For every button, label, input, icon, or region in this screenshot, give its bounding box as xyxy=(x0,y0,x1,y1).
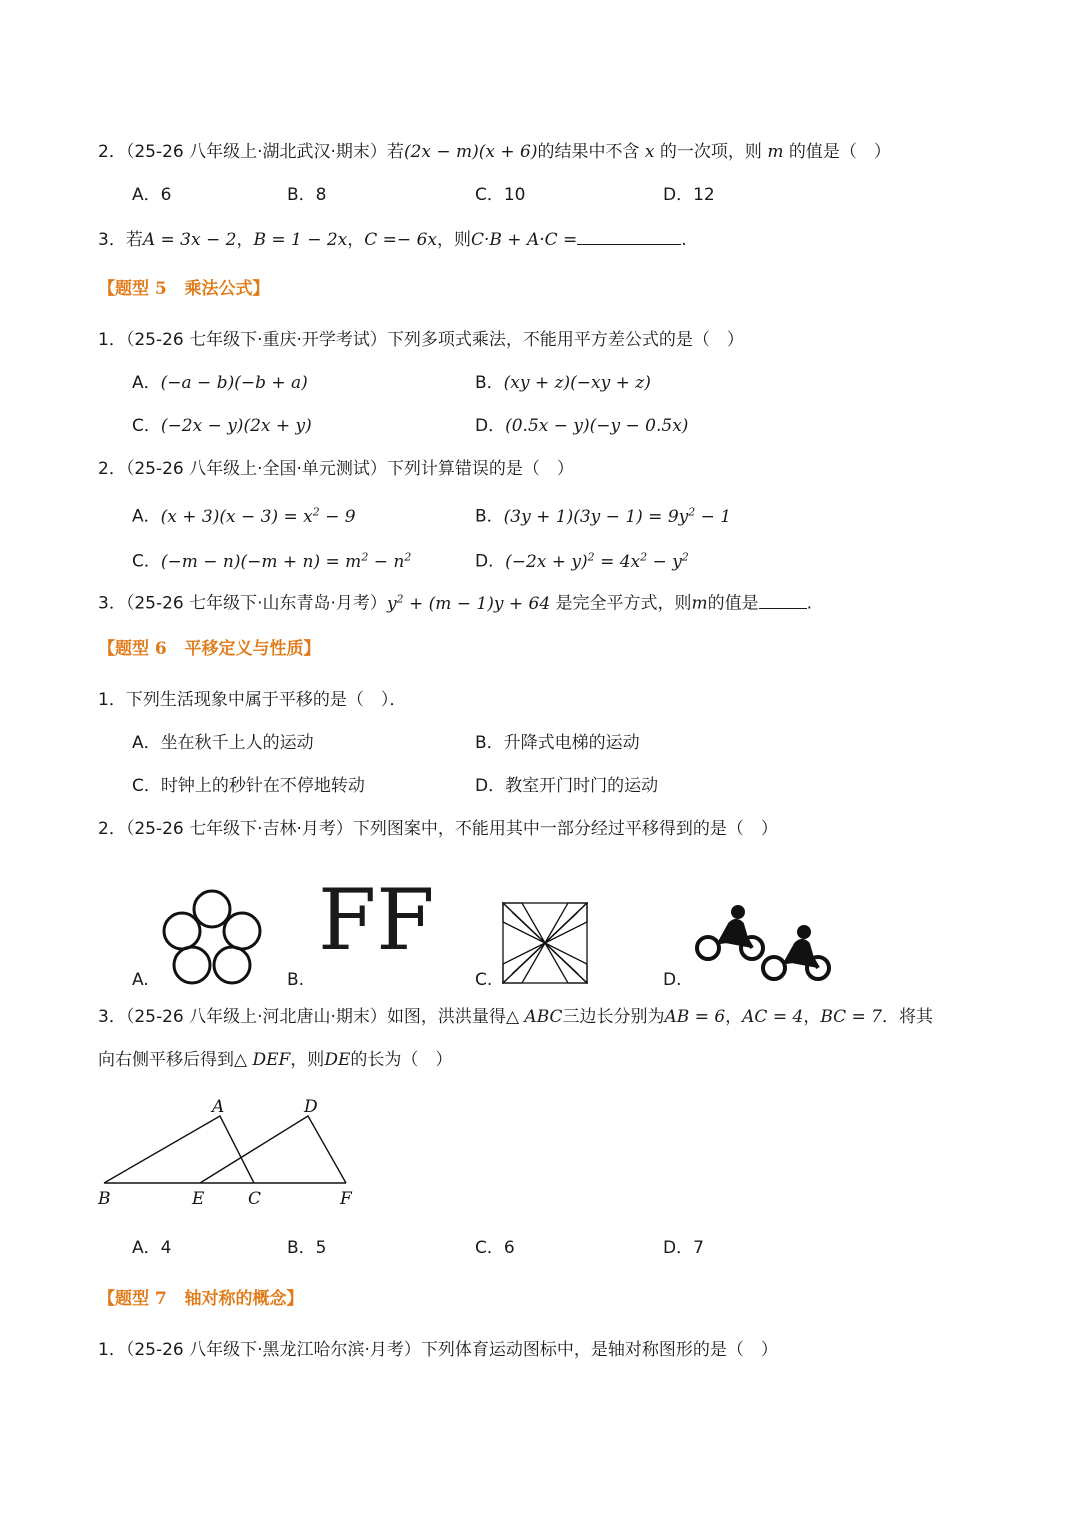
option-label: B． xyxy=(475,373,504,393)
math-part: (3y + 1)(3y − 1) = 9y xyxy=(503,506,689,527)
option-a xyxy=(132,500,356,529)
question-text: ．将其 xyxy=(882,1007,933,1027)
circle xyxy=(194,891,230,927)
s6-question-3 xyxy=(98,1005,933,1029)
math-var: DE xyxy=(324,1050,351,1070)
question-source: （25-26 七年级下·山东青岛·月考） xyxy=(125,593,387,614)
math-expression: AB = 6 xyxy=(664,1007,726,1027)
figure-pinwheel xyxy=(502,902,588,984)
option-b xyxy=(475,371,651,395)
option-b: B．5 xyxy=(287,1238,327,1258)
punctuation: . xyxy=(806,593,813,614)
option-a: A．4 xyxy=(132,1238,172,1258)
question-text: ，则 xyxy=(436,230,471,250)
question-text: 向右侧平移后得到 xyxy=(98,1050,234,1070)
question-number: 3． xyxy=(98,1007,126,1027)
point-label-f: F xyxy=(340,1189,352,1209)
figure-label-b: B. xyxy=(287,970,305,990)
question-text: 下列计算错误的是（ ） xyxy=(386,459,574,479)
question-number: 1． xyxy=(98,690,126,710)
question-number: 2． xyxy=(98,459,126,479)
math-exponent: 2 xyxy=(312,505,320,518)
question-source: （25-26 七年级下·重庆·开学考试） xyxy=(125,330,387,350)
question-3-top xyxy=(98,226,687,252)
math-exponent: 2 xyxy=(688,505,696,518)
question-text: 的值是 xyxy=(707,593,759,614)
section-prefix: 【题型 xyxy=(98,279,149,299)
question-text: 是完全平方式，则 xyxy=(555,593,692,614)
section-heading-7 xyxy=(98,1287,304,1311)
figure-label-d: D. xyxy=(663,970,682,990)
question-text: 下列图案中，不能用其中一部分经过平移得到的是（ ） xyxy=(352,819,778,839)
option-label: C． xyxy=(132,551,161,572)
stroke xyxy=(512,912,545,943)
question-text: 的值是（ ） xyxy=(788,142,891,162)
math-part: (−2x + y) xyxy=(505,551,588,572)
option-d xyxy=(475,414,688,438)
question-text: 下列体育运动图标中，是轴对称图形的是（ ） xyxy=(420,1340,778,1360)
math-expression: (xy + z)(−xy + z) xyxy=(503,373,651,393)
math-expression: AC = 4 xyxy=(742,1007,804,1027)
stroke xyxy=(545,943,578,974)
option-d: D．教室开门时门的运动 xyxy=(475,776,659,796)
option-c: C．时钟上的秒针在不停地转动 xyxy=(132,776,365,796)
circle xyxy=(214,947,250,983)
math-expression: △ ABC xyxy=(505,1007,563,1027)
section-prefix: 【题型 xyxy=(98,1289,149,1309)
math-var: m xyxy=(767,142,784,162)
answer-blank[interactable] xyxy=(577,226,681,245)
option-b xyxy=(475,500,731,529)
option-label: D． xyxy=(475,416,506,436)
question-text: ，则 xyxy=(290,1050,325,1070)
question-number: 1． xyxy=(98,330,126,350)
math-var: x xyxy=(644,142,655,162)
question-number: 3． xyxy=(98,230,126,250)
option-c: C．10 xyxy=(475,185,526,205)
figure-triangles xyxy=(92,1094,364,1214)
option-d: D．12 xyxy=(663,185,715,205)
figure-label-a: A. xyxy=(132,970,149,990)
cyclist-icon xyxy=(763,925,829,979)
answer-blank[interactable] xyxy=(759,590,807,609)
question-text: 下列多项式乘法，不能用平方差公式的是（ ） xyxy=(386,330,744,350)
math-part: − 1 xyxy=(695,506,732,527)
math-expression xyxy=(161,507,356,527)
math-exponent: 2 xyxy=(396,592,404,605)
figure-ff: FF xyxy=(318,871,435,969)
math-exponent: 2 xyxy=(361,550,369,563)
s5-question-1 xyxy=(98,328,744,352)
math-expression: BC = 7 xyxy=(820,1007,882,1027)
option-a xyxy=(132,371,308,395)
s7-question-1 xyxy=(98,1338,778,1362)
point-label-a: A xyxy=(212,1097,225,1117)
question-text: 若 xyxy=(386,142,404,162)
circle xyxy=(174,947,210,983)
s6-question-1 xyxy=(98,688,406,712)
section-number: 5 xyxy=(154,279,167,299)
option-a: A．6 xyxy=(132,185,172,205)
math-part: − n xyxy=(368,551,405,572)
s5-question-3 xyxy=(98,587,812,616)
math-part: − 9 xyxy=(319,506,356,527)
point-label-e: E xyxy=(192,1189,205,1209)
option-label: A． xyxy=(132,506,161,527)
math-exponent: 2 xyxy=(640,550,648,563)
triangle-abc xyxy=(104,1116,254,1183)
section-number: 7 xyxy=(154,1289,167,1309)
math-expression: C·B + A·C = xyxy=(470,230,578,250)
math-expression: (−a − b)(−b + a) xyxy=(160,373,308,393)
punctuation: ， xyxy=(803,1007,821,1027)
question-number: 2． xyxy=(98,819,126,839)
question-text: 三边长分别为 xyxy=(562,1007,665,1027)
math-part: − y xyxy=(647,551,682,572)
question-text: 下列生活现象中属于平移的是（ ）． xyxy=(125,690,407,710)
math-part: + (m − 1)y + 64 xyxy=(403,593,551,614)
point-label-d: D xyxy=(304,1097,318,1117)
option-b: B．升降式电梯的运动 xyxy=(475,733,640,753)
question-text: 如图，洪洪量得 xyxy=(386,1007,506,1027)
question-source: （25-26 七年级下·吉林·月考） xyxy=(125,819,353,839)
question-number: 3． xyxy=(98,593,126,614)
question-2-top xyxy=(98,140,891,164)
question-number: 2． xyxy=(98,142,126,162)
question-text: 的长为（ ） xyxy=(350,1050,453,1070)
math-expression xyxy=(505,552,689,572)
question-text: 的一次项，则 xyxy=(659,142,762,162)
punctuation: ， xyxy=(725,1007,743,1027)
cyclist-icon xyxy=(697,905,763,959)
figure-cyclists xyxy=(690,902,832,984)
s5-question-2 xyxy=(98,457,574,481)
option-c xyxy=(132,414,312,438)
question-source: （25-26 八年级下·黑龙江哈尔滨·月考） xyxy=(125,1340,421,1360)
math-expression: (2x − m)(x + 6) xyxy=(403,142,538,162)
section-title: 乘法公式】 xyxy=(184,279,270,299)
option-d xyxy=(475,545,689,574)
option-label: C． xyxy=(132,416,161,436)
section-number: 6 xyxy=(154,639,167,659)
math-expression: B = 1 − 2x xyxy=(253,230,348,250)
math-part: = 4x xyxy=(594,551,641,572)
question-source: （25-26 八年级上·湖北武汉·期末） xyxy=(125,142,387,162)
question-text: 的结果中不含 xyxy=(537,142,640,162)
option-c: C．6 xyxy=(475,1238,515,1258)
point-label-b: B xyxy=(98,1189,111,1209)
math-expression xyxy=(387,594,550,614)
math-expression: C =− 6x xyxy=(364,230,437,250)
question-source: （25-26 八年级上·河北唐山·期末） xyxy=(125,1007,387,1027)
option-d: D．7 xyxy=(663,1238,704,1258)
option-c xyxy=(132,545,411,574)
punctuation: . xyxy=(681,230,687,250)
punctuation: ， xyxy=(347,230,365,250)
option-label: A． xyxy=(132,373,161,393)
question-text: 若 xyxy=(125,230,143,250)
option-label: D． xyxy=(475,551,506,572)
math-var: m xyxy=(691,593,708,614)
section-prefix: 【题型 xyxy=(98,639,149,659)
section-title: 平移定义与性质】 xyxy=(184,639,321,659)
math-expression xyxy=(161,552,411,572)
section-heading-5 xyxy=(98,277,270,301)
math-part: (−m − n)(−m + n) = m xyxy=(160,551,362,572)
option-b: B．8 xyxy=(287,185,327,205)
math-expression: (−2x − y)(2x + y) xyxy=(160,416,312,436)
math-expression: A = 3x − 2 xyxy=(142,230,237,250)
circle xyxy=(224,913,260,949)
math-exponent: 2 xyxy=(681,550,689,563)
punctuation: ， xyxy=(236,230,254,250)
math-exponent: 2 xyxy=(587,550,595,563)
stroke xyxy=(545,912,578,943)
question-source: （25-26 八年级上·全国·单元测试） xyxy=(125,459,387,479)
section-title: 轴对称的概念】 xyxy=(184,1289,304,1309)
s6-question-2 xyxy=(98,817,778,841)
circle xyxy=(164,913,200,949)
math-expression: △ DEF xyxy=(234,1050,291,1070)
math-part: y xyxy=(386,593,397,614)
question-number: 1． xyxy=(98,1340,126,1360)
stroke xyxy=(512,943,545,974)
s6-question-3-line2 xyxy=(98,1048,452,1072)
math-part: (x + 3)(x − 3) = x xyxy=(160,506,313,527)
triangle-def xyxy=(200,1116,346,1183)
math-exponent: 2 xyxy=(404,550,412,563)
option-label: B． xyxy=(475,506,504,527)
option-a: A．坐在秋千上人的运动 xyxy=(132,733,314,753)
math-expression xyxy=(504,507,731,527)
figure-five-circles xyxy=(158,888,266,988)
figure-label-c: C. xyxy=(475,970,493,990)
math-expression: (0.5x − y)(−y − 0.5x) xyxy=(505,416,689,436)
point-label-c: C xyxy=(248,1189,262,1209)
section-heading-6 xyxy=(98,637,321,661)
